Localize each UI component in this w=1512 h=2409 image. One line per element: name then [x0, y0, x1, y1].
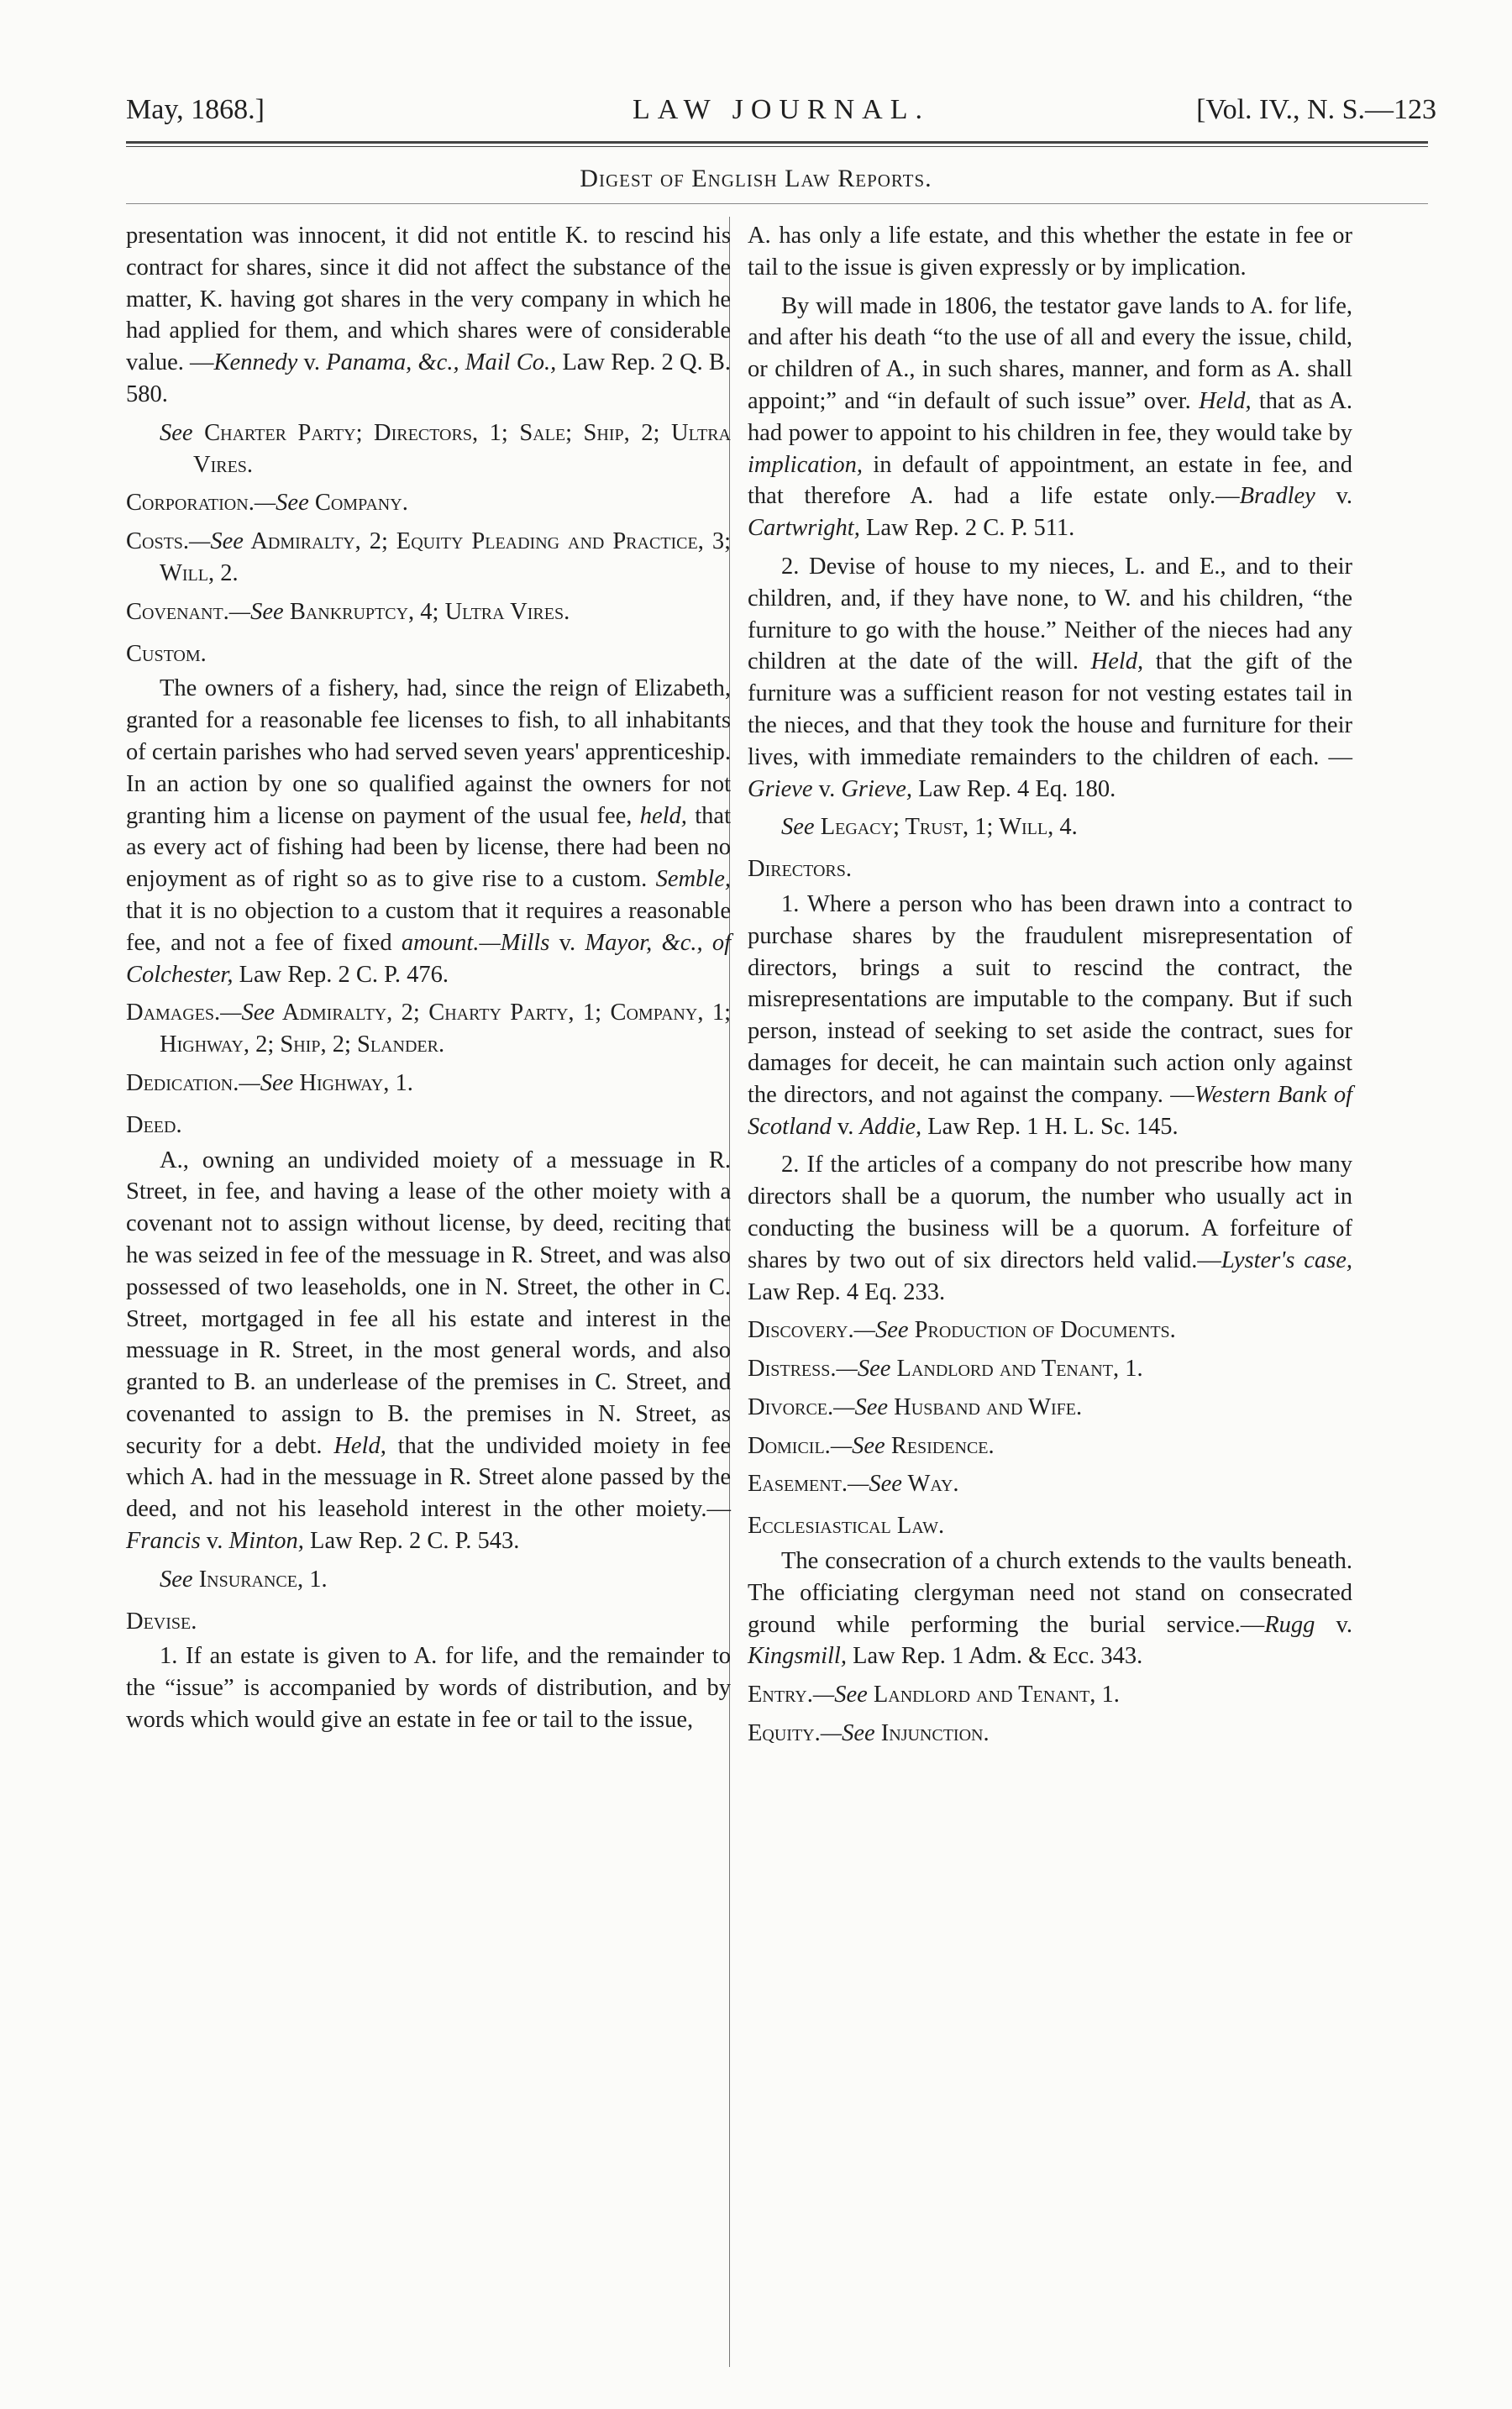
heading-custom: Custom.	[126, 640, 207, 667]
entry-corporation: Corporation.—See Company.	[126, 490, 408, 517]
entry-distress: Distress.—See Landlord and Tenant, 1.	[748, 1356, 1143, 1383]
paragraph-custom: The owners of a fishery, had, since the reign of Elizabeth, granted for a reasonable fee licenses to fish, to all inhabitants of certain parishes who had served seven years' apprenticeship. In an action by one so qualified against the owners for not granting him a license on payment of the usual fee, held, that as every act of fishing had been by license, there had been no enjoyment as of right so as to give rise to a custom. Semble, that it is no objection to a custom that it requires a reasonable fee, and not a fee of fixed amount.—Mills v. Mayor, &c., of Colchester, Law Rep. 2 C. P. 476.	[126, 675, 731, 988]
entry-entry: Entry.—See Landlord and Tenant, 1.	[748, 1682, 1120, 1708]
journal-title: LAW JOURNAL.	[633, 94, 930, 125]
volume-page-number: [Vol. IV., N. S.—123	[1196, 94, 1436, 125]
heading-ecclesiastical-law: Ecclesiastical Law.	[748, 1513, 945, 1540]
paragraph-devise-2: 2. Devise of house to my nieces, L. and E., and to their children, and, if they have none, to W. and his children, “the furniture to go with the house.” Neither of the nieces had any children at the date of the will. Held, that the gift of the furniture was a sufficient reason for not vesting estates tail in the nieces, and that they took the house and furniture for their lives, with immediate remainders to the children of each. — Grieve v. Grieve, Law Rep. 4 Eq. 180.	[748, 553, 1352, 802]
right-column	[748, 220, 1352, 1756]
heading-directors: Directors.	[748, 856, 853, 883]
paragraph-devise-1: 1. If an estate is given to A. for life, and the remainder to the “issue” is accompanied by words of distribution, and by words which would give an estate in fee or tail to the issue,	[126, 1643, 731, 1734]
paragraph-ecclesiastical-law: The consecration of a church extends to the vaults beneath. The officiating clergyman need not stand on consecrated ground while performing the burial service.—Rugg v. Kingsmill, Law Rep. 1 Adm. & Ecc. 343.	[748, 1548, 1352, 1670]
header-rule-thick	[126, 141, 1428, 144]
header-rule-thin	[126, 146, 1428, 147]
entry-equity: Equity.—See Injunction.	[748, 1720, 990, 1747]
paragraph-devise-bradley: By will made in 1806, the testator gave lands to A. for life, and after his death “to the use of all and every the issue, child, or children of A., in such shares, manner, and form as A. shall appoint;” and “in default of such issue” over. Held, that as A. had power to appoint to his children in fee, they would take by implication, in default of appointment, an estate in fee, and that therefore A. had a life estate only.—Bradley v. Cartwright, Law Rep. 2 C. P. 511.	[748, 292, 1352, 542]
paragraph-deed: A., owning an undivided moiety of a messuage in R. Street, in fee, and having a lease of the other moiety with a covenant not to assign without license, by deed, reciting that he was seized in fee of the messuage in R. Street, and was also possessed of two leaseholds, one in N. Street, the other in C. Street, mortgaged in fee all his estate and interest in the messuage in R. Street, in the most general words, and also granted to B. an underlease of the premises in C. Street, and covenanted to assign to B. the premises in N. Street, as security for a debt. Held, that the undivided moiety in fee which A. had in the messuage in R. Street alone passed by the deed, and not his leasehold interest in the other moiety.—Francis v. Minton, Law Rep. 2 C. P. 543.	[126, 1147, 732, 1555]
entry-covenant: Covenant.—See Bankruptcy, 4; Ultra Vires.	[126, 598, 570, 625]
see-also-reference: See Insurance, 1.	[160, 1566, 328, 1593]
entry-damages: Damages.—See Admiralty, 2; Charty Party, 1; Company, 1; Highway, 2; Ship, 2; Slander.	[126, 1000, 731, 1058]
see-also-reference: See Charter Party; Directors, 1; Sale; Ship, 2; Ultra Vires.	[160, 419, 731, 478]
entry-divorce: Divorce.—See Husband and Wife.	[748, 1393, 1083, 1420]
paragraph-continuation: presentation was innocent, it did not entitle K. to rescind his contract for shares, since it did not affect the substance of the matter, K. having got shares in the very company in which he had applied for them, and which shares were of considerable value. —Kennedy v. Panama, &c., Mail Co., Law Rep. 2 Q. B. 580.	[126, 223, 732, 407]
paragraph-directors-1: 1. Where a person who has been drawn into a contract to purchase shares by the fraudulent misrepresentation of directors, brings a suit to rescind the contract, the misrepresentations are imputable to the company. But if such person, instead of seeking to set aside the contract, sues for damages for deceit, he can maintain such action only against the directors, and not against the company. —Western Bank of Scotland v. Addie, Law Rep. 1 H. L. Sc. 145.	[748, 890, 1352, 1140]
paragraph-directors-2: 2. If the articles of a company do not prescribe how many directors shall be a quorum, the number who usually act in conducting the business will be a quorum. A forfeiture of shares by two out of six directors held valid.—Lyster's case, Law Rep. 4 Eq. 233.	[748, 1152, 1352, 1305]
heading-deed: Deed.	[126, 1111, 182, 1138]
left-column	[126, 220, 731, 1743]
heading-devise: Devise.	[126, 1608, 197, 1635]
see-also-reference: See Legacy; Trust, 1; Will, 4.	[781, 814, 1078, 841]
running-head	[126, 94, 1436, 136]
entry-costs: Costs.—See Admiralty, 2; Equity Pleading and Practice, 3; Will, 2.	[126, 528, 731, 586]
issue-date: May, 1868.]	[126, 94, 265, 125]
section-rule	[126, 203, 1428, 204]
entry-discovery: Discovery.—See Production of Documents.	[748, 1317, 1176, 1344]
entry-easement: Easement.—See Way.	[748, 1471, 959, 1498]
section-title: Digest of English Law Reports.	[580, 165, 932, 192]
paragraph-continuation: A. has only a life estate, and this whether the estate in fee or tail to the issue is given expressly or by implication.	[748, 223, 1352, 281]
entry-dedication: Dedication.—See Highway, 1.	[126, 1069, 413, 1096]
entry-domicil: Domicil.—See Residence.	[748, 1432, 995, 1459]
